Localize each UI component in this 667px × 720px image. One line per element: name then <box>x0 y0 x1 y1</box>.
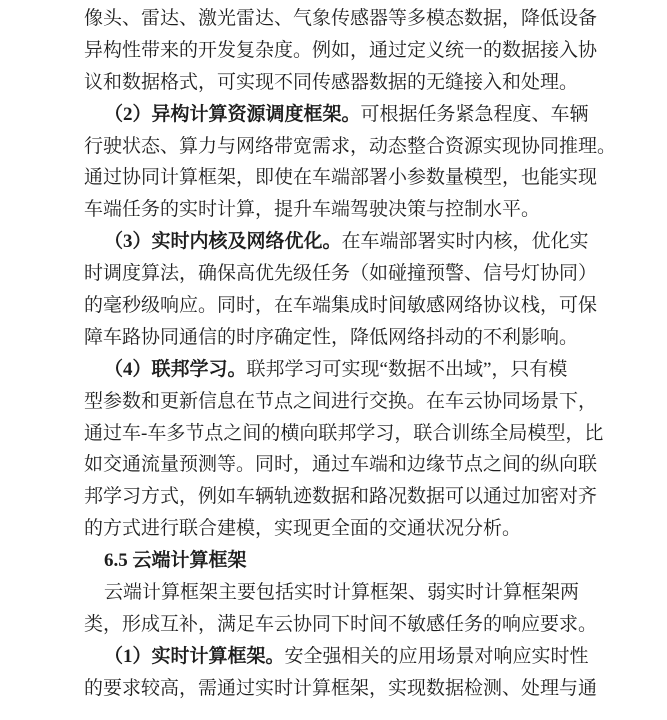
text-line <box>84 641 598 673</box>
text-line <box>84 673 598 705</box>
text-line <box>84 449 598 481</box>
text-line <box>84 609 598 641</box>
text-line <box>84 3 598 35</box>
text-segment: 行驶状态、算力与网络带宽需求，动态整合资源实现协同推理。 <box>84 135 617 157</box>
text-segment: 通过协同计算框架，即使在车端部署小参数量模型，也能实现 <box>84 167 598 189</box>
text-line <box>84 513 598 545</box>
text-line <box>84 354 598 386</box>
text-segment: 类，形成互补，满足车云协同下时间不敏感任务的响应要求。 <box>84 613 598 635</box>
text-line <box>84 322 598 354</box>
text-line <box>84 290 598 322</box>
text-segment: 邦学习方式，例如车辆轨迹数据和路况数据可以通过加密对齐 <box>84 486 598 508</box>
text-segment: 型参数和更新信息在节点之间进行交换。在车云协同场景下， <box>84 390 598 412</box>
text-segment: 通过车-车多节点之间的横向联邦学习，联合训练全局模型，比 <box>84 422 604 444</box>
emphasis-text-segment: （2）异构计算资源调度框架。 <box>104 103 361 125</box>
text-line <box>84 35 598 67</box>
emphasis-text-segment: 6.5 云端计算框架 <box>104 550 247 572</box>
text-segment: 联邦学习可实现“数据不出域”，只有模 <box>246 358 568 380</box>
text-segment: 如交通流量预测等。同时，通过车端和边缘节点之间的纵向联 <box>84 454 598 476</box>
text-segment: 异构性带来的开发复杂度。例如，通过定义统一的数据接入协 <box>84 39 598 61</box>
text-segment: 安全强相关的应用场景对响应实时性 <box>284 645 589 667</box>
section-heading <box>84 545 598 577</box>
text-line <box>84 194 598 226</box>
text-segment: 时调度算法，确保高优先级任务（如碰撞预警、信号灯协同） <box>84 263 598 285</box>
text-line <box>84 226 598 258</box>
text-segment: 的方式进行联合建模，实现更全面的交通状况分析。 <box>84 518 522 540</box>
text-line <box>84 481 598 513</box>
text-line <box>84 577 598 609</box>
text-line <box>84 386 598 418</box>
text-segment: 议和数据格式，可实现不同传感器数据的无缝接入和处理。 <box>84 71 579 93</box>
text-line <box>84 131 617 163</box>
text-segment: 车端任务的实时计算，提升车端驾驶决策与控制水平。 <box>84 199 541 221</box>
text-segment: 可根据任务紧急程度、车辆 <box>360 103 589 125</box>
text-segment: 障车路协同通信的时序确定性，降低网络抖动的不利影响。 <box>84 326 579 348</box>
text-segment: 的毫秒级响应。同时，在车端集成时间敏感网络协议栈，可保 <box>84 295 598 317</box>
text-segment: 云端计算框架主要包括实时计算框架、弱实时计算框架两 <box>104 582 580 604</box>
emphasis-text-segment: （3）实时内核及网络优化。 <box>104 231 342 253</box>
text-segment: 的要求较高，需通过实时计算框架，实现数据检测、处理与通 <box>84 677 598 699</box>
document-body <box>84 0 617 705</box>
text-segment: 在车端部署实时内核，优化实 <box>341 231 589 253</box>
emphasis-text-segment: （4）联邦学习。 <box>104 358 247 380</box>
text-line <box>84 99 598 131</box>
emphasis-text-segment: （1）实时计算框架。 <box>104 645 285 667</box>
text-segment: 像头、雷达、激光雷达、气象传感器等多模态数据，降低设备 <box>84 8 598 29</box>
text-line <box>84 258 598 290</box>
text-line <box>84 162 598 194</box>
text-line <box>84 67 598 99</box>
text-line <box>84 418 604 450</box>
